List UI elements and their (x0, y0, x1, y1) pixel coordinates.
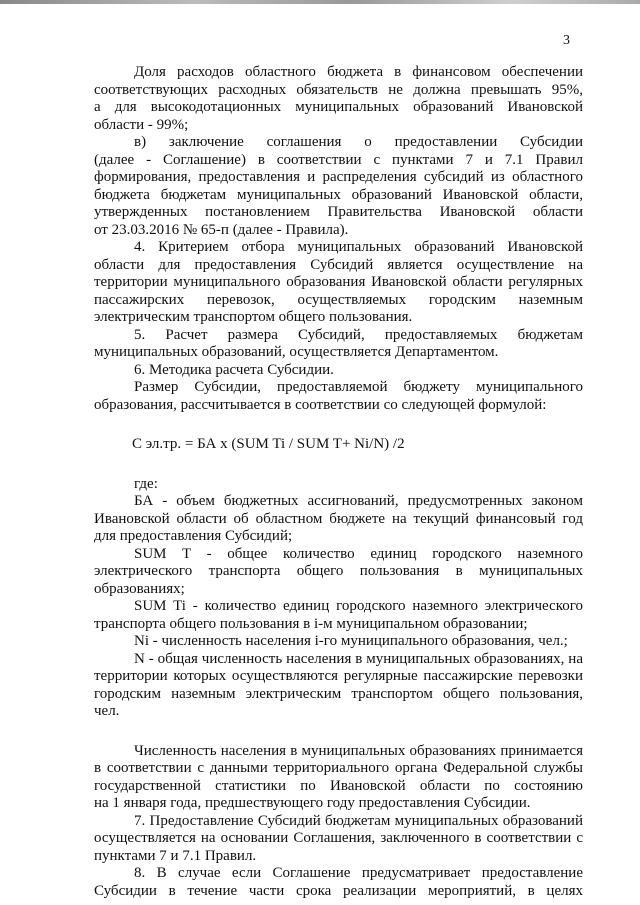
text-line: электрического транспорта общего пользования в муниципальных (94, 563, 583, 579)
text-line: на 1 января года, предшествующего году предоставления Субсидии. (94, 795, 531, 811)
text-line: 6. Методика расчета Субсидии. (134, 361, 334, 378)
text-line: территории которых осуществляются регулярные пассажирские перевозки (94, 668, 583, 684)
text-line: Ni - численность населения i-го муниципального образования, чел.; (134, 633, 568, 649)
text-line: образованиях; (94, 580, 185, 597)
document-body (94, 64, 583, 900)
formula-line: С эл.тр. = БА х (SUM Ti / SUM T+ Ni/N) /2 (132, 436, 405, 452)
text-line: образования, рассчитывается в соответствии со следующей формулой: (94, 396, 547, 413)
text-line: Доля расходов областного бюджета в финансовом обеспечении (134, 64, 583, 80)
page-number: 3 (563, 33, 570, 48)
text-line: городским наземным электрическим транспортом общего пользования, (94, 685, 583, 702)
text-line: электрическим транспортом общего пользования. (94, 309, 413, 325)
text-line: территории муниципального образования Ивановской области регулярных (94, 274, 583, 290)
text-line: (далее - Соглашение) в соответствии с пунктами 7 и 7.1 Правил (94, 151, 583, 168)
text-line: чел. (94, 703, 120, 719)
text-line: SUM T - общее количество единиц городского наземного (134, 545, 583, 562)
text-line: в) заключение соглашения о предоставлении Субсидии (134, 134, 583, 150)
text-line: SUM Ti - количество единиц городского наземного электрического (134, 598, 583, 614)
text-line: где: (134, 475, 158, 492)
text-line: от 23.03.2016 № 65-п (далее - Правила). (94, 221, 349, 238)
text-line: осуществляется на основании Соглашения, заключенного в соответствии с (94, 830, 583, 846)
text-line: Субсидии в течение части срока реализации мероприятий, в целях (94, 882, 583, 899)
text-line: а для высокодотационных муниципальных образований Ивановской (94, 99, 583, 115)
blank-line (94, 414, 583, 436)
text-line: пунктами 7 и 7.1 Правил. (94, 847, 257, 864)
text-line: 5. Расчет размера Субсидий, предоставляемых бюджетам (134, 326, 583, 343)
text-line: утвержденных постановлением Правительства Ивановской области (94, 204, 583, 220)
text-line: в соответствии с данными территориального органа Федеральной службы (94, 760, 583, 776)
text-line: 8. В случае если Соглашение предусматривает предоставление (134, 865, 583, 881)
text-line: Размер Субсидии, предоставляемой бюджету муниципального (134, 379, 583, 395)
text-line: муниципальных образований, осуществляется Департаментом. (94, 344, 499, 360)
text-line: области для предоставления Субсидий является осуществление на (94, 256, 583, 273)
text-line: 4. Критерием отбора муниципальных образований Ивановской (134, 239, 583, 255)
text-line: пассажирских перевозок, осуществляемых городским наземным (94, 291, 583, 308)
text-line: Численность населения в муниципальных образованиях принимается (134, 742, 583, 759)
text-line: 7. Предоставление Субсидий бюджетам муниципальных образований (134, 812, 583, 829)
text-line: Ивановской области об областном бюджете на текущий финансовый год (94, 510, 583, 527)
text-line: для предоставления Субсидий; (94, 528, 293, 544)
blank-line (94, 721, 583, 743)
text-line: транспорта общего пользования в i-м муниципальном образовании; (94, 615, 528, 632)
text-line: формирования, предоставления и распределения субсидий из областного (94, 169, 583, 185)
text-line: БА - объем бюджетных ассигнований, предусмотренных законом (134, 493, 583, 509)
text-line: соответствующих расходных обязательств не должна превышать 95%, (94, 81, 583, 98)
text-line: бюджета бюджетам муниципальных образований Ивановской области, (94, 186, 583, 203)
text-line: N - общая численность населения в муниципальных образованиях, на (134, 650, 583, 667)
scan-top-edge (0, 0, 640, 4)
blank-line (94, 454, 583, 476)
text-line: государственной статистики по Ивановской области по состоянию (94, 777, 583, 794)
text-line: области - 99%; (94, 116, 189, 133)
